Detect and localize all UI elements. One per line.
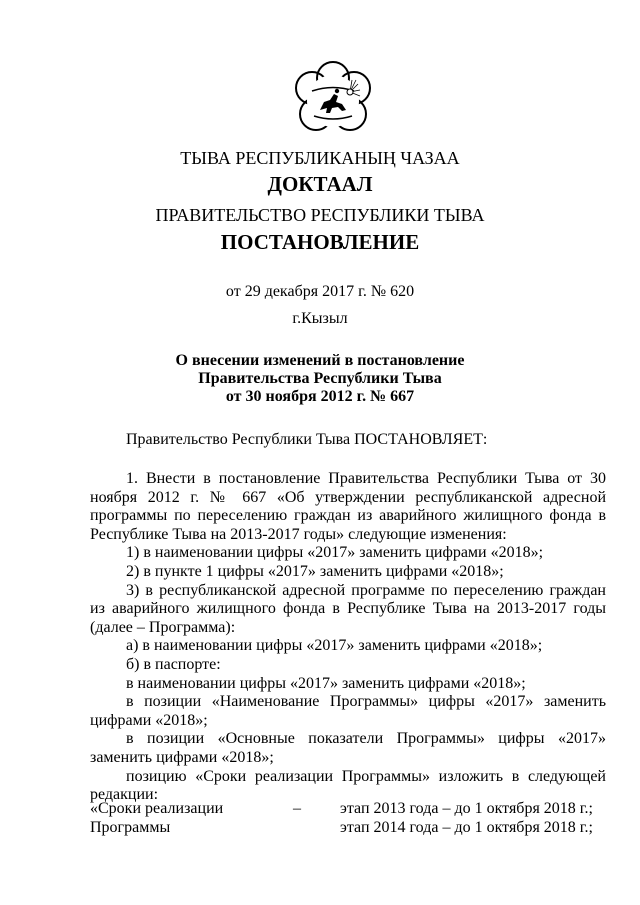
table-row — [90, 819, 606, 838]
subject — [0, 352, 640, 406]
paragraph: в наименовании цифры «2017» заменить цифрами «2018»; — [126, 674, 526, 692]
title-tuvan: ТЫВА РЕСПУБЛИКАНЫҢ ЧАЗАА — [180, 148, 460, 168]
table-row — [90, 800, 606, 819]
city: г.Кызыл — [292, 310, 348, 327]
paragraph: б) в паспорте: — [126, 655, 221, 673]
table-cell-dash: – — [293, 800, 301, 817]
timeline-table — [90, 800, 606, 837]
paragraph: 3) в республиканской адресной программе по переселению граждан из аварийного жилищного фонда в Республике Тыва на 2013-2017 годы (далее – Программа): — [90, 581, 606, 636]
paragraph: 2) в пункте 1 цифры «2017» заменить цифрами «2018»; — [126, 562, 504, 580]
title-russian: ПРАВИТЕЛЬСТВО РЕСПУБЛИКИ ТЫВА — [155, 205, 485, 225]
date-number: от 29 декабря 2017 г. № 620 — [225, 283, 415, 300]
paragraph: 1) в наименовании цифры «2017» заменить цифрами «2018»; — [126, 544, 544, 562]
coat-of-arms-icon — [290, 58, 376, 144]
document-body — [90, 470, 606, 805]
subject-line: Правительства Республики Тыва — [198, 370, 442, 387]
paragraph: 1. Внести в постановление Правительства Республики Тыва от 30 ноября 2012 г. № 667 «Об утверждении республиканской адресной программы по переселению граждан из аварийного жилищного фонда в Республике Тыва на 2013-2017 годы» следующие изменения: — [90, 470, 606, 543]
table-cell-value: этап 2014 года – до 1 октября 2018 г.; — [340, 818, 593, 836]
table-cell-value: этап 2013 года – до 1 октября 2018 г.; — [340, 800, 593, 817]
table-cell-label: «Сроки реализации — [90, 800, 224, 817]
paragraph: в позиции «Наименование Программы» цифры «2017» заменить цифрами «2018»; — [90, 693, 606, 729]
preamble-text: Правительство Республики Тыва ПОСТАНОВЛЯЕТ: — [126, 431, 488, 448]
doc-type-tuvan: ДОКТААЛ — [267, 172, 373, 196]
preamble — [90, 431, 606, 450]
subject-line: О внесении изменений в постановление — [175, 352, 465, 369]
table-cell-label: Программы — [90, 818, 171, 836]
table-cell-dash — [290, 819, 304, 838]
paragraph: в позиции «Основные показатели Программы» цифры «2017» заменить цифрами «2018»; — [90, 730, 606, 766]
subject-line: от 30 ноября 2012 г. № 667 — [225, 388, 415, 405]
doc-type-russian: ПОСТАНОВЛЕНИЕ — [220, 230, 420, 254]
paragraph: позицию «Сроки реализации Программы» изложить в следующей редакции: — [90, 767, 606, 804]
paragraph: а) в наименовании цифры «2017» заменить цифрами «2018»; — [126, 637, 543, 655]
